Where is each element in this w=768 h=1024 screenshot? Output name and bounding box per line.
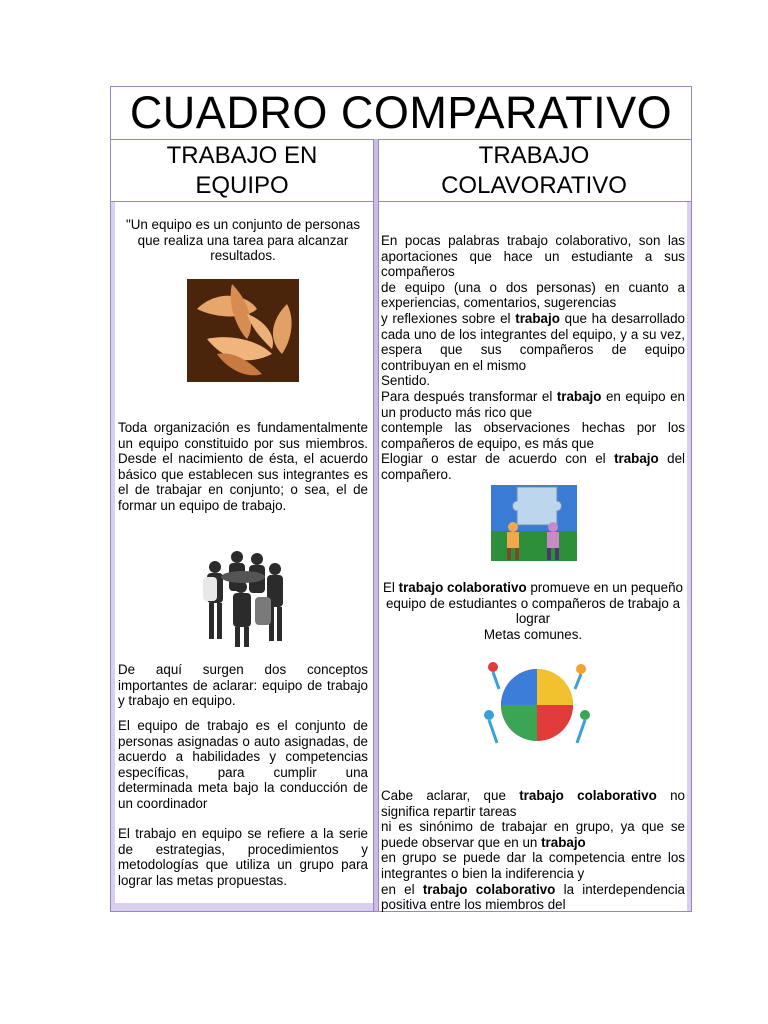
puzzle-people-image bbox=[487, 481, 581, 565]
right-column-heading bbox=[377, 139, 691, 201]
left-paragraph-4: El trabajo en equipo se refiere a la serie de estrategias, procedimientos y metodologías que utiliza un grupo para lograr las metas propuestas. bbox=[118, 826, 368, 888]
hands-image bbox=[187, 279, 299, 382]
left-column-heading bbox=[111, 139, 373, 201]
left-quote: "Un equipo es un conjunto de personas que realiza una tarea para alcanzar resultados. bbox=[125, 217, 361, 264]
right-heading-line2: COLAVORATIVO bbox=[441, 172, 627, 199]
left-heading-line1: TRABAJO EN bbox=[166, 142, 318, 169]
right-paragraph-3: Cabe aclarar, que trabajo colaborativo no significa repartir tareas ni es sinónimo de trabajar en grupo, ya que se puede observar que en un trabajo en grupo se puede dar la competencia entre los integrantes o bien la indiferencia y en el trabajo colaborativo la interdependencia positiva entre los miembros del bbox=[381, 788, 686, 913]
page-title: CUADRO COMPARATIVO bbox=[129, 87, 673, 138]
left-heading-divider bbox=[111, 201, 373, 202]
title-row bbox=[111, 87, 691, 140]
puzzle-circle-image bbox=[481, 659, 593, 747]
left-heading-line2: EQUIPO bbox=[195, 172, 289, 199]
right-paragraph-1: En pocas palabras trabajo colaborativo, son las aportaciones que hace un estudiante a sus compañeros de equipo (una o dos personas) en cuanto a experiencias, comentarios, sugerencias y reflexiones sobre el trabajo que ha desarrollado cada uno de los integrantes del equipo, y a su vez, espera que sus compañeros de equipo contribuyan en el mismo Sentido. Para después transformar el trabajo en equipo en un producto más rico que contemple las observaciones hechas por los compañeros de equipo, es más que Elogiar o estar de acuerdo con el trabajo del compañero. bbox=[381, 233, 685, 482]
right-heading-line1: TRABAJO bbox=[478, 142, 590, 169]
team-huddle-image bbox=[195, 547, 291, 649]
right-heading-divider bbox=[377, 201, 691, 202]
right-edge-band bbox=[687, 202, 691, 911]
left-paragraph-3: El equipo de trabajo es el conjunto de personas asignadas o auto asignadas, de acuerdo a habilidades y competencias específicas, para cumplir una determinada meta bajo la conducción de un coordinador bbox=[118, 718, 368, 811]
right-center-paragraph: El trabajo colaborativo promueve en un pequeño equipo de estudiantes o compañeros de trabajo a lograr Metas comunes. bbox=[383, 580, 683, 642]
comparison-table bbox=[110, 86, 692, 912]
left-edge-band bbox=[111, 202, 115, 911]
bottom-band bbox=[111, 903, 373, 911]
left-paragraph-2: De aquí surgen dos conceptos importantes de aclarar: equipo de trabajo y trabajo en equipo. bbox=[118, 662, 368, 709]
column-divider bbox=[373, 139, 379, 911]
left-paragraph-1: Toda organización es fundamentalmente un equipo constituido por sus miembros. Desde el nacimiento de ésta, el acuerdo básico que establecen sus integrantes es el de trabajar en conjunto; o sea, el de formar un equipo de trabajo. bbox=[118, 420, 368, 513]
